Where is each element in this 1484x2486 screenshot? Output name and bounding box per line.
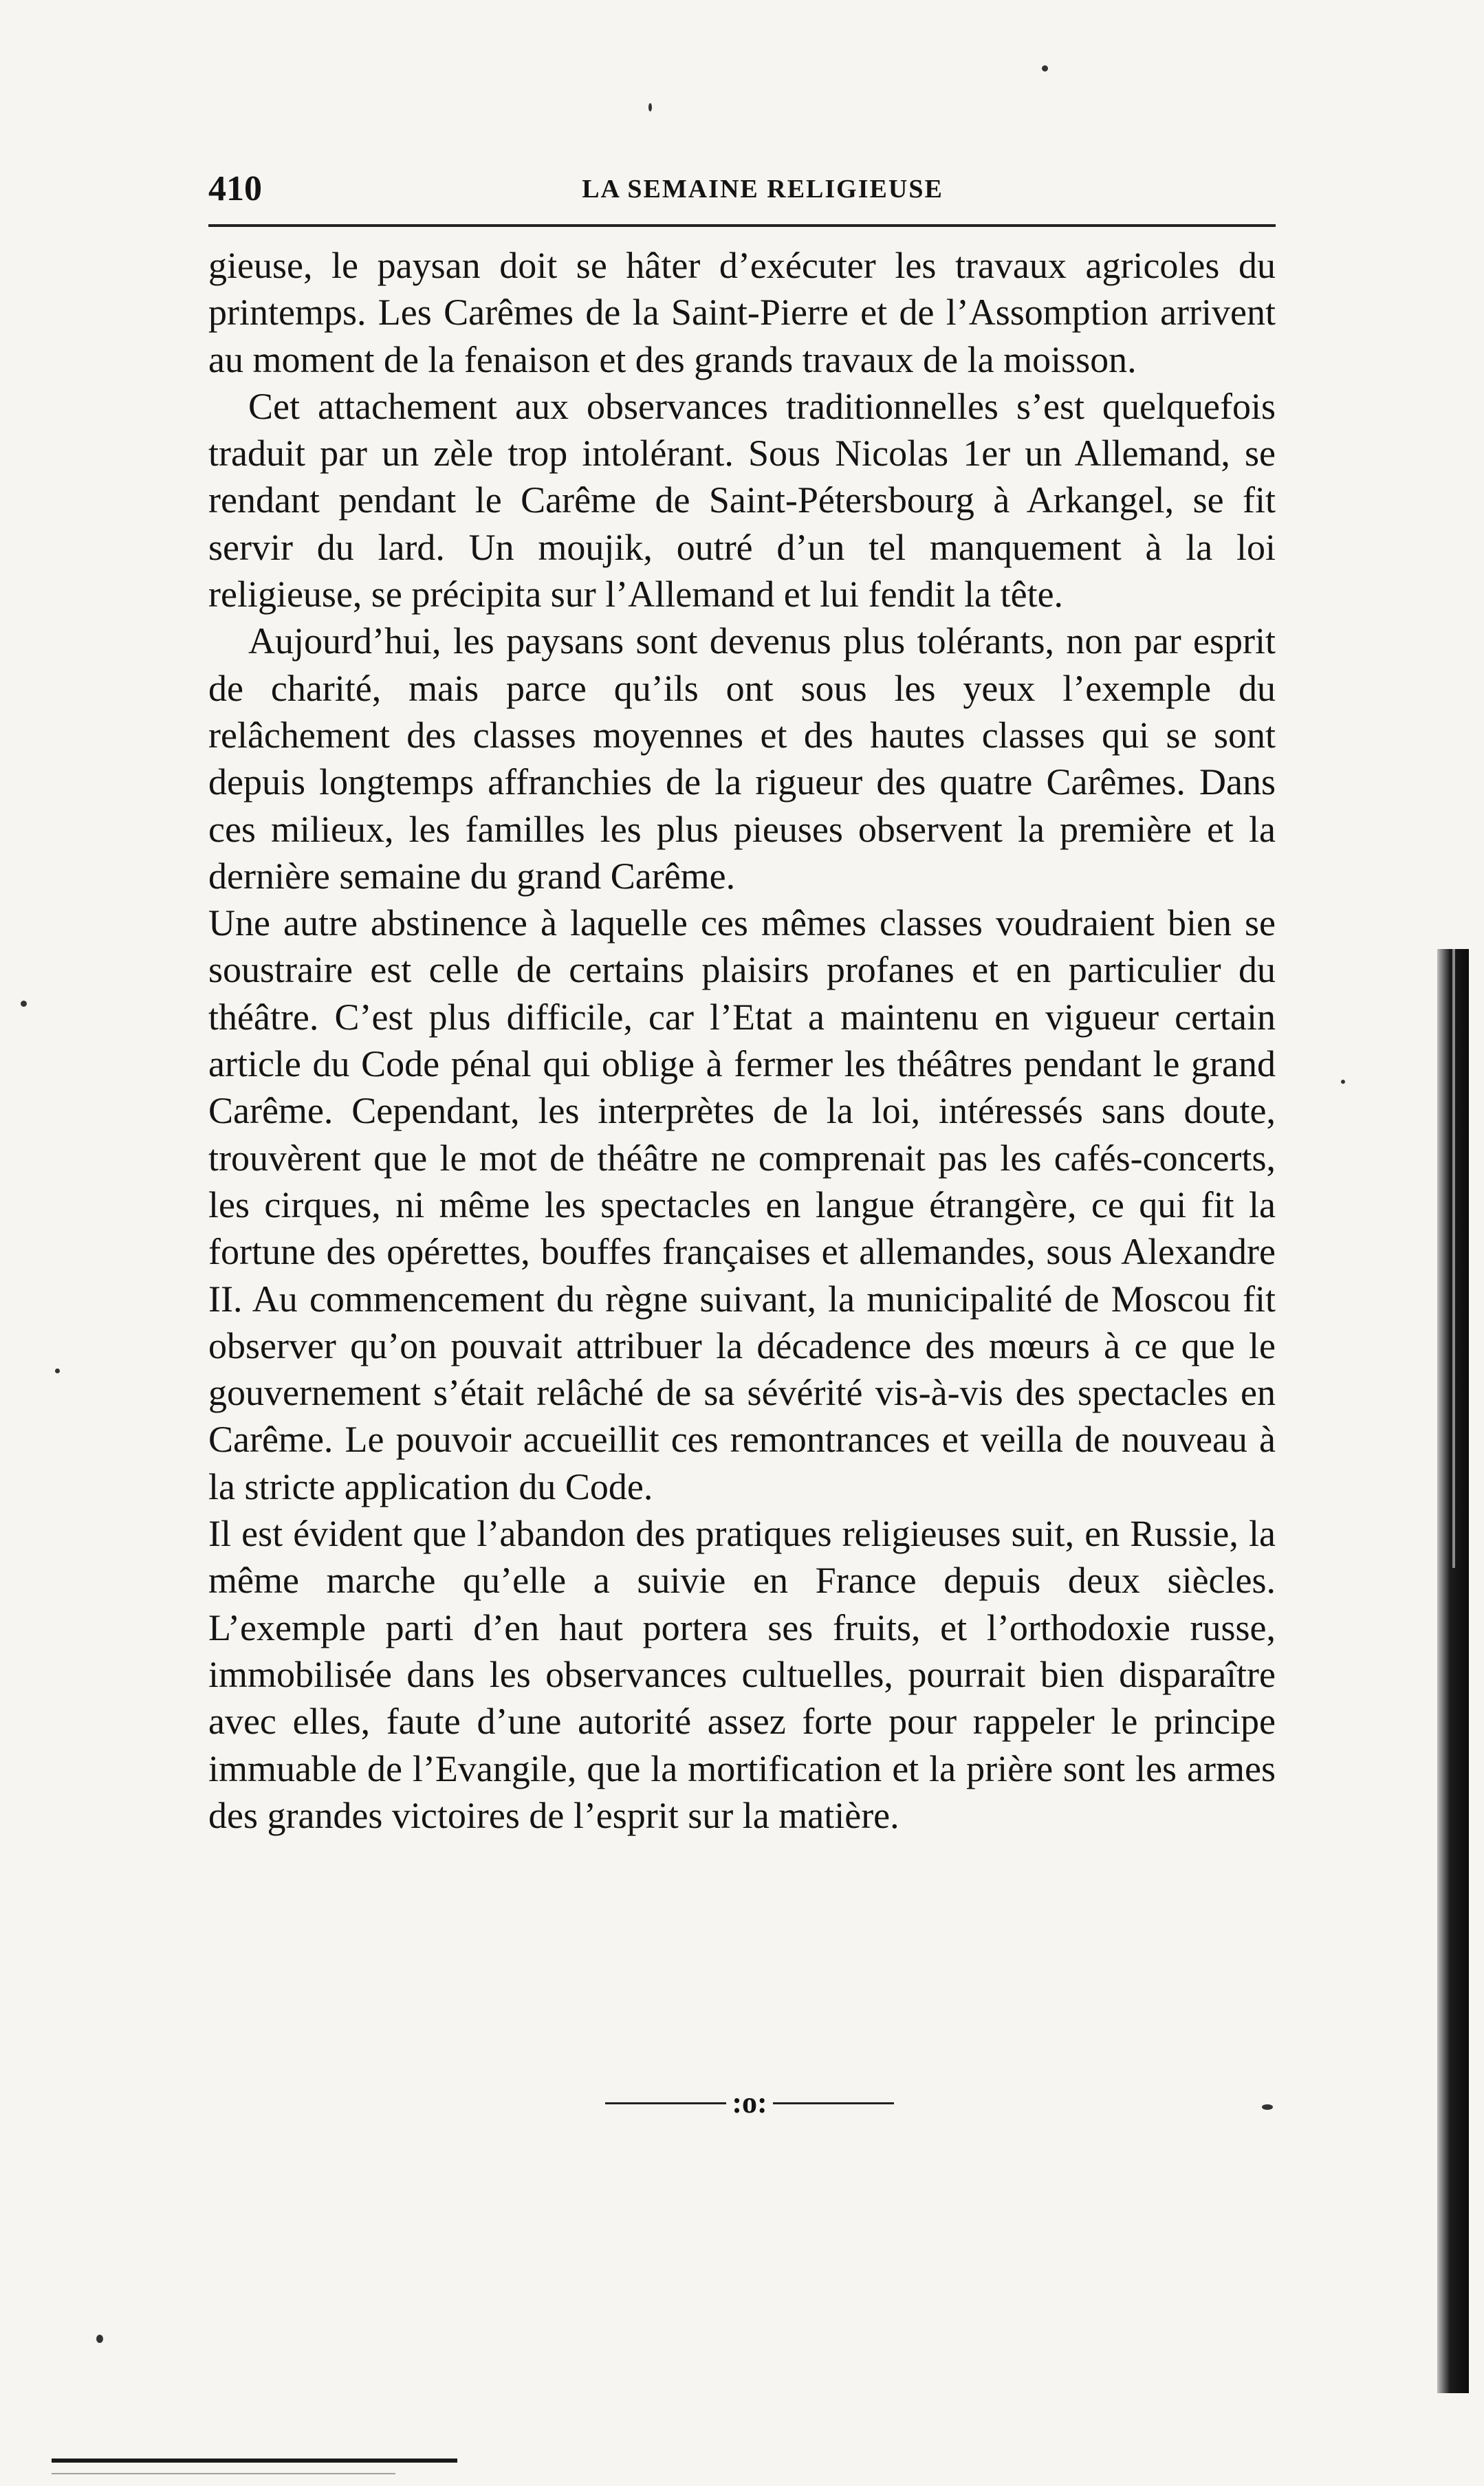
running-title: LA SEMAINE RELIGIEUSE [582, 175, 943, 204]
scan-speck [1341, 1080, 1345, 1084]
scan-speck [1262, 2104, 1273, 2110]
end-ornament [605, 2082, 894, 2124]
paragraph-2: Cet attachement aux observances traditionnelles s’est quelquefois traduit par un zèle trop intolérant. Sous Nicolas 1er un Allemand, se rendant pendant le Carême de Saint-Pétersbourg à Arkangel, se fit servir du lard. Un moujik, outré d’un tel manquement à la loi religieuse, se précipita sur l’Allemand et lui fendit la tête. [208, 385, 1276, 615]
page-bottom-edge [52, 2458, 457, 2463]
paragraph-3: Aujourd’hui, les paysans sont devenus plus tolérants, non par esprit de charité, mais parce qu’ils ont sous les yeux l’exemple du relâchement des classes moyennes et des hautes classes qui se sont depuis longtemps affranchies de la rigueur des quatre Carêmes. Dans ces milieux, les familles les plus pieuses observent la première et la dernière semaine du grand Carême. [208, 620, 1276, 897]
paragraph-1: gieuse, le paysan doit se hâter d’exécuter les travaux agricoles du printemps. Les Carêmes de la Saint-Pierre et de l’Assomption arrivent au moment de la fenaison et des grands travaux de la moisson. [208, 245, 1276, 380]
scan-speck [55, 1369, 60, 1373]
body-text [208, 242, 1276, 1839]
paragraph-4: Une autre abstinence à laquelle ces mêmes classes voudraient bien se soustraire est celle de certains plaisirs profanes et en particulier du théâtre. C’est plus difficile, car l’Etat a maintenu en vigueur certain article du Code pénal qui oblige à fermer les théâtres pendant le grand Carême. Cependant, les interprètes de la loi, intéressés sans doute, trouvèrent que le mot de théâtre ne comprenait pas les cafés-concerts, les cirques, ni même les spectacles en langue étrangère, ce qui fit la fortune des opérettes, bouffes françaises et allemandes, sous Alexandre II. Au commencement du règne suivant, la municipalité de Moscou fit observer qu’on pouvait attribuer la décadence des mœurs à ce que le gouvernement s’était relâché de sa sévérité vis-à-vis des spectacles en Carême. Le pouvoir accueillit ces remontrances et veilla de nouveau à la stricte application du Code. [208, 902, 1276, 1507]
page-header [208, 165, 1276, 213]
paragraph-5: Il est évident que l’abandon des pratiques religieuses suit, en Russie, la même marche qu’elle a suivie en France depuis deux siècles. L’exemple parti d’en haut portera ses fruits, et l’orthodoxie russe, immobilisée dans les observances cultuelles, pourrait bien disparaître avec elles, faute d’une autorité assez forte pour rappeler le principe immuable de l’Evangile, que la mortification et la prière sont les armes des grandes victoires de l’esprit sur la matière. [208, 1513, 1276, 1836]
gutter-line [1452, 949, 1455, 1568]
ornament-rule-left [605, 2102, 726, 2104]
scan-speck [648, 103, 652, 111]
ornament-rule-right [773, 2102, 894, 2104]
scan-speck [21, 1001, 27, 1007]
page-bottom-edge-faint [52, 2473, 395, 2474]
scan-speck [1042, 65, 1048, 72]
ornament-mark: :o: [732, 2086, 767, 2119]
header-rule [208, 224, 1276, 227]
scan-speck [96, 2335, 103, 2343]
page-number: 410 [208, 169, 262, 208]
